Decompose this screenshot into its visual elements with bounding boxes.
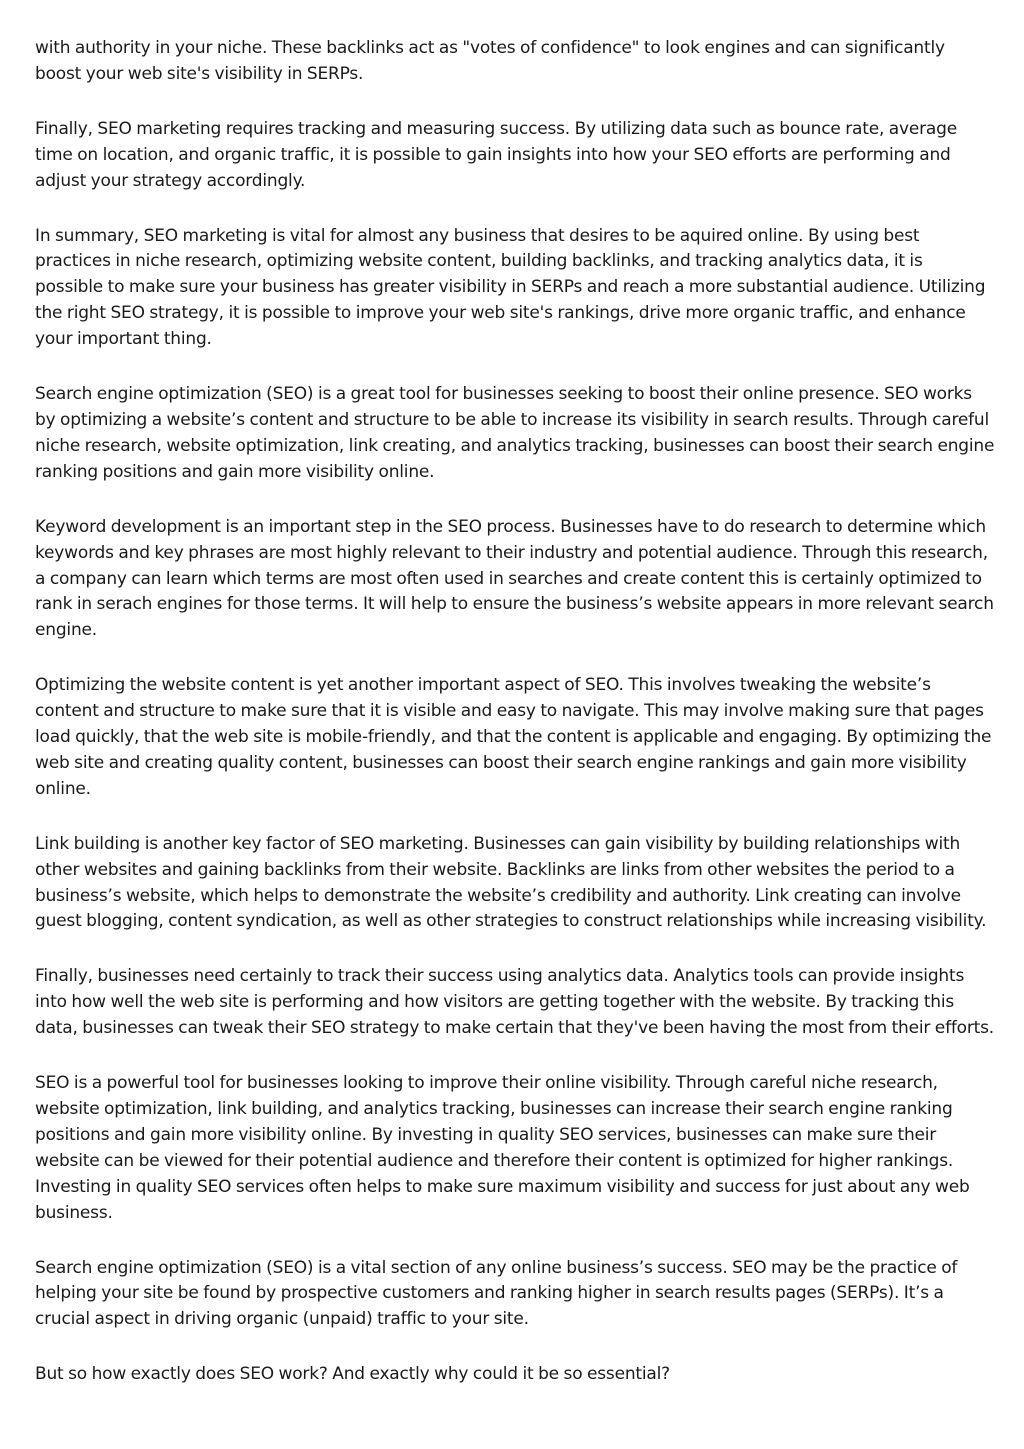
paragraph-seo-powerful-tool: SEO is a powerful tool for businesses looking to improve their online visibility. Through careful niche research, website optimization, link building, and analytics tracking, businesses can increase their search engine ranking positions and gain more visibility online. By investing in quality SEO services, businesses can make sure their website can be viewed for their potential audience and therefore their content is optimized for higher rankings. Investing in quality SEO services often helps to make sure maximum visibility and success for just about any web business. — [35, 1073, 970, 1223]
paragraph-analytics: Finally, businesses need certainly to track their success using analytics data. Analytics tools can provide insights into how well the web site is performing and how visitors are getting together with the website. By tracking this data, businesses can tweak their SEO strategy to make certain that they've been having the most from their efforts. — [35, 966, 994, 1039]
document-body — [35, 36, 995, 1388]
paragraph-keyword-development: Keyword development is an important step in the SEO process. Businesses have to do research to determine which keywords and key phrases are most highly relevant to their industry and potential audience. Through this research, a company can learn which terms are most often used in searches and create content this is certainly optimized to rank in serach engines for those terms. It will help to ensure the business’s website appears in more relevant search engine. — [35, 516, 994, 641]
paragraph-content-optimization: Optimizing the website content is yet another important aspect of SEO. This involves tweaking the website’s content and structure to make sure that it is visible and easy to navigate. This may involve making sure that pages load quickly, that the web site is mobile-friendly, and that the content is applicable and engaging. By optimizing the web site and creating quality content, businesses can boost their search engine rankings and gain more visibility online. — [35, 675, 992, 799]
paragraph-backlinks-continued: with authority in your niche. These backlinks act as "votes of confidence" to look engines and can significantly boost your web site's visibility in SERPs. — [35, 38, 945, 84]
paragraph-seo-vital-section: Search engine optimization (SEO) is a vital section of any online business’s success. SEO may be the practice of helping your site be found by prospective customers and ranking higher in search results pages (SERPs). It’s a crucial aspect in driving organic (unpaid) traffic to your site. — [35, 1257, 958, 1330]
paragraph-link-building: Link building is another key factor of SEO marketing. Businesses can gain visibility by building relationships with other websites and gaining backlinks from their website. Backlinks are links from other websites the period to a business’s website, which helps to demonstrate the website’s credibility and authority. Link creating can involve guest blogging, content syndication, as well as other strategies to construct relationships while increasing visibility. — [35, 833, 987, 932]
paragraph-seo-intro: Search engine optimization (SEO) is a great tool for businesses seeking to boost their online presence. SEO works by optimizing a website’s content and structure to be able to increase its visibility in search results. Through careful niche research, website optimization, link creating, and analytics tracking, businesses can boost their search engine ranking positions and gain more visibility online. — [35, 384, 995, 482]
paragraph-how-seo-works: But so how exactly does SEO work? And exactly why could it be so essential? — [35, 1364, 670, 1385]
paragraph-summary: In summary, SEO marketing is vital for almost any business that desires to be aquired online. By using best practices in niche research, optimizing website content, building backlinks, and tracking analytics data, it is possible to make sure your business has greater visibility in SERPs and reach a more substantial audience. Utilizing the right SEO strategy, it is possible to improve your web site's rankings, drive more organic traffic, and enhance your important thing. — [35, 225, 986, 350]
paragraph-tracking-success: Finally, SEO marketing requires tracking and measuring success. By utilizing data such as bounce rate, average time on location, and organic traffic, it is possible to gain insights into how your SEO efforts are performing and adjust your strategy accordingly. — [35, 118, 957, 191]
